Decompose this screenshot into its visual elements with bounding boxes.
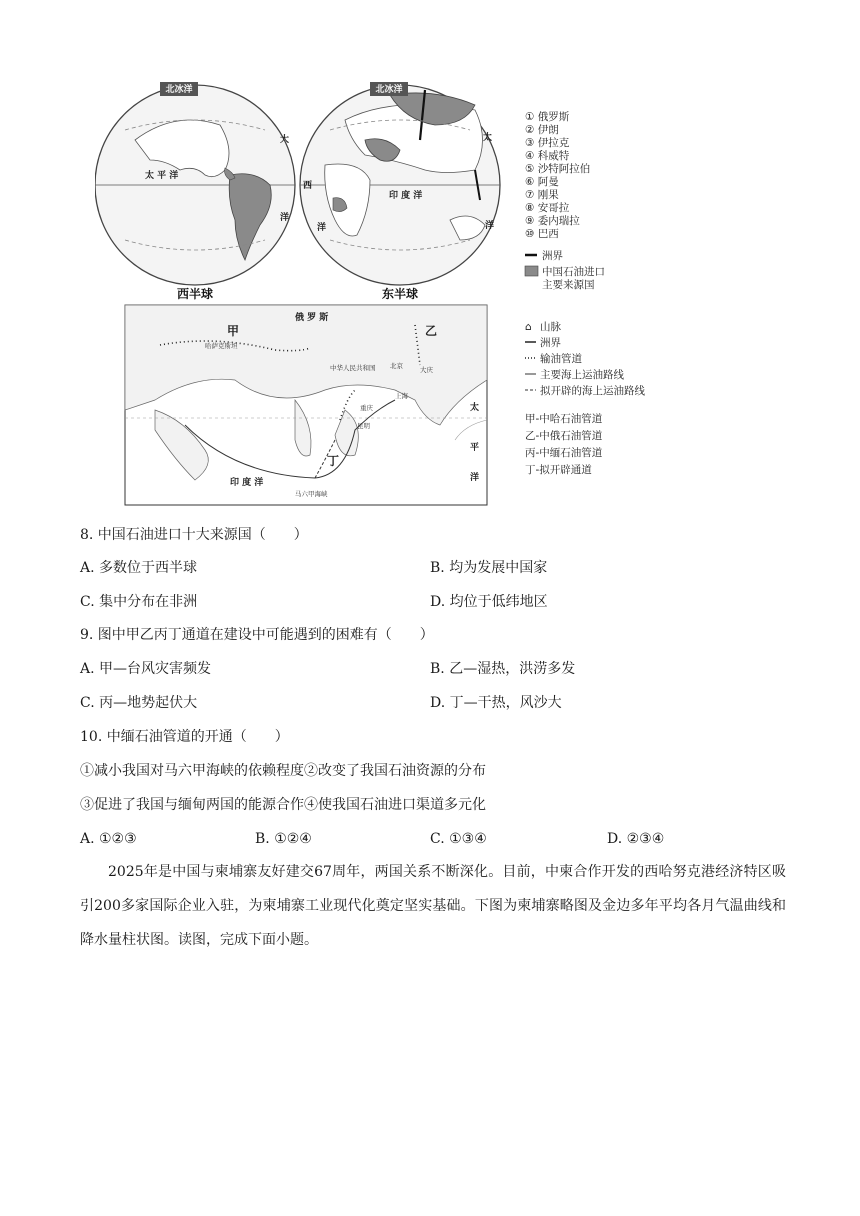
kunming-label: 昆明: [357, 422, 370, 430]
legend-boundary: 洲界: [542, 250, 563, 262]
east-pacific-label: 太: [483, 133, 493, 143]
passage-text: 2025年是中国与柬埔寨友好建交67周年，两国关系不断深化。目前，中柬合作开发的西哈努克港经济特区吸引200多家国际企业入驻，为柬埔寨工业现代化奠定坚实基础。下图为柬埔寨略图及金边多年平均各月气温曲线和降水量柱状图。读图，完成下面小题。: [80, 864, 786, 948]
west-hemisphere-caption: 西半球: [176, 287, 214, 301]
ding-label: 丁: [327, 454, 340, 468]
legend-route-jia: 甲-中哈石油管道: [525, 413, 603, 425]
legend-country-10: ⑩ 巴西: [525, 228, 559, 240]
question-9-stem: 9. 图中甲乙丙丁通道在建设中可能遇到的困难有（ ）: [80, 627, 434, 643]
east-atlantic-label: 西: [303, 181, 313, 191]
question-10-stem: 10. 中缅石油管道的开通（ ）: [80, 729, 289, 745]
question-8-option-b[interactable]: B. 均为发展中国家: [430, 560, 548, 576]
beijing-label: 北京: [390, 362, 403, 370]
question-9-option-c[interactable]: C. 丙—地势起伏大: [80, 695, 198, 711]
legend-country-6: ⑥ 阿曼: [525, 176, 559, 188]
east-ocean-right-label: 洋: [485, 221, 495, 231]
russia-label: 俄 罗 斯: [295, 313, 329, 323]
legend-pipeline: 输油管道: [540, 353, 582, 365]
legend-country-5: ⑤ 沙特阿拉伯: [525, 163, 591, 175]
legend-country-3: ③ 伊拉克: [525, 137, 570, 149]
legend-source-line1: 中国石油进口: [542, 266, 605, 278]
map2-pacific-3: 洋: [470, 473, 480, 483]
west-ocean-label: 洋: [280, 213, 290, 223]
legend-planned-route: 拟开辟的海上运油路线: [540, 385, 645, 397]
china-label: 中华人民共和国: [330, 364, 376, 372]
question-8-option-d[interactable]: D. 均位于低纬地区: [430, 594, 548, 610]
legend-boundary-2: 洲界: [540, 337, 561, 349]
east-ocean-left-label: 洋: [317, 223, 327, 233]
question-10-statements-2: ③促进了我国与缅甸两国的能源合作④使我国石油进口渠道多元化: [80, 797, 486, 813]
daqing-label: 大庆: [420, 366, 433, 374]
west-hemisphere-map: [95, 82, 295, 301]
pipeline-map: [125, 305, 487, 505]
chongqing-label: 重庆: [360, 404, 373, 412]
map2-pacific-2: 平: [470, 443, 480, 453]
question-10-statements-1: ①减小我国对马六甲海峡的依赖程度②改变了我国石油资源的分布: [80, 763, 486, 779]
question-8-option-a[interactable]: A. 多数位于西半球: [80, 560, 198, 576]
pipeline-legend: [525, 320, 645, 476]
question-8-option-c[interactable]: C. 集中分布在非洲: [80, 594, 198, 610]
question-10-option-d[interactable]: D. ②③④: [607, 831, 665, 847]
map2-indian-label: 印 度 洋: [230, 478, 264, 488]
legend-source-line2: 主要来源国: [542, 279, 595, 291]
legend-mountain-symbol: ⌂: [525, 321, 532, 333]
legend-sea-route: 主要海上运油路线: [540, 369, 624, 381]
map-figure: [95, 80, 675, 510]
legend-country-4: ④ 科威特: [525, 150, 570, 162]
west-arctic-label: 北冰洋: [165, 85, 193, 95]
east-arctic-label: 北冰洋: [375, 85, 403, 95]
country-legend: [525, 110, 605, 291]
question-10-option-b[interactable]: B. ①②④: [255, 831, 312, 847]
legend-route-ding: 丁-拟开辟通道: [525, 464, 592, 476]
legend-country-7: ⑦ 刚果: [525, 189, 559, 201]
east-indian-label: 印 度 洋: [389, 191, 423, 201]
west-atlantic-label: 大: [280, 135, 290, 145]
east-hemisphere-map: [300, 82, 500, 301]
legend-country-2: ② 伊朗: [525, 124, 559, 136]
question-10-option-a[interactable]: A. ①②③: [80, 831, 137, 847]
yi-label: 乙: [425, 324, 438, 338]
legend-mountain: 山脉: [540, 321, 561, 333]
east-hemisphere-caption: 东半球: [381, 287, 419, 301]
question-10-option-c[interactable]: C. ①③④: [430, 831, 487, 847]
kazakh-label: 哈萨克斯坦: [205, 342, 238, 350]
map-svg: [95, 80, 675, 510]
map2-pacific-1: 太: [470, 403, 480, 413]
shanghai-label: 上海: [395, 392, 408, 400]
jia-label: 甲: [227, 324, 240, 338]
legend-country-9: ⑨ 委内瑞拉: [525, 215, 580, 227]
legend-route-yi: 乙-中俄石油管道: [525, 430, 603, 442]
question-9-option-a[interactable]: A. 甲—台风灾害频发: [80, 661, 212, 677]
legend-country-8: ⑧ 安哥拉: [525, 202, 570, 214]
west-pacific-label: 太 平 洋: [145, 171, 179, 181]
legend-country-1: ① 俄罗斯: [525, 111, 570, 123]
malacca-label: 马六甲海峡: [295, 490, 328, 498]
legend-route-bing: 丙-中缅石油管道: [525, 447, 603, 459]
question-9-option-d[interactable]: D. 丁—干热，风沙大: [430, 695, 562, 711]
question-9-option-b[interactable]: B. 乙—湿热，洪涝多发: [430, 661, 576, 677]
question-8-stem: 8. 中国石油进口十大来源国（ ）: [80, 527, 308, 543]
